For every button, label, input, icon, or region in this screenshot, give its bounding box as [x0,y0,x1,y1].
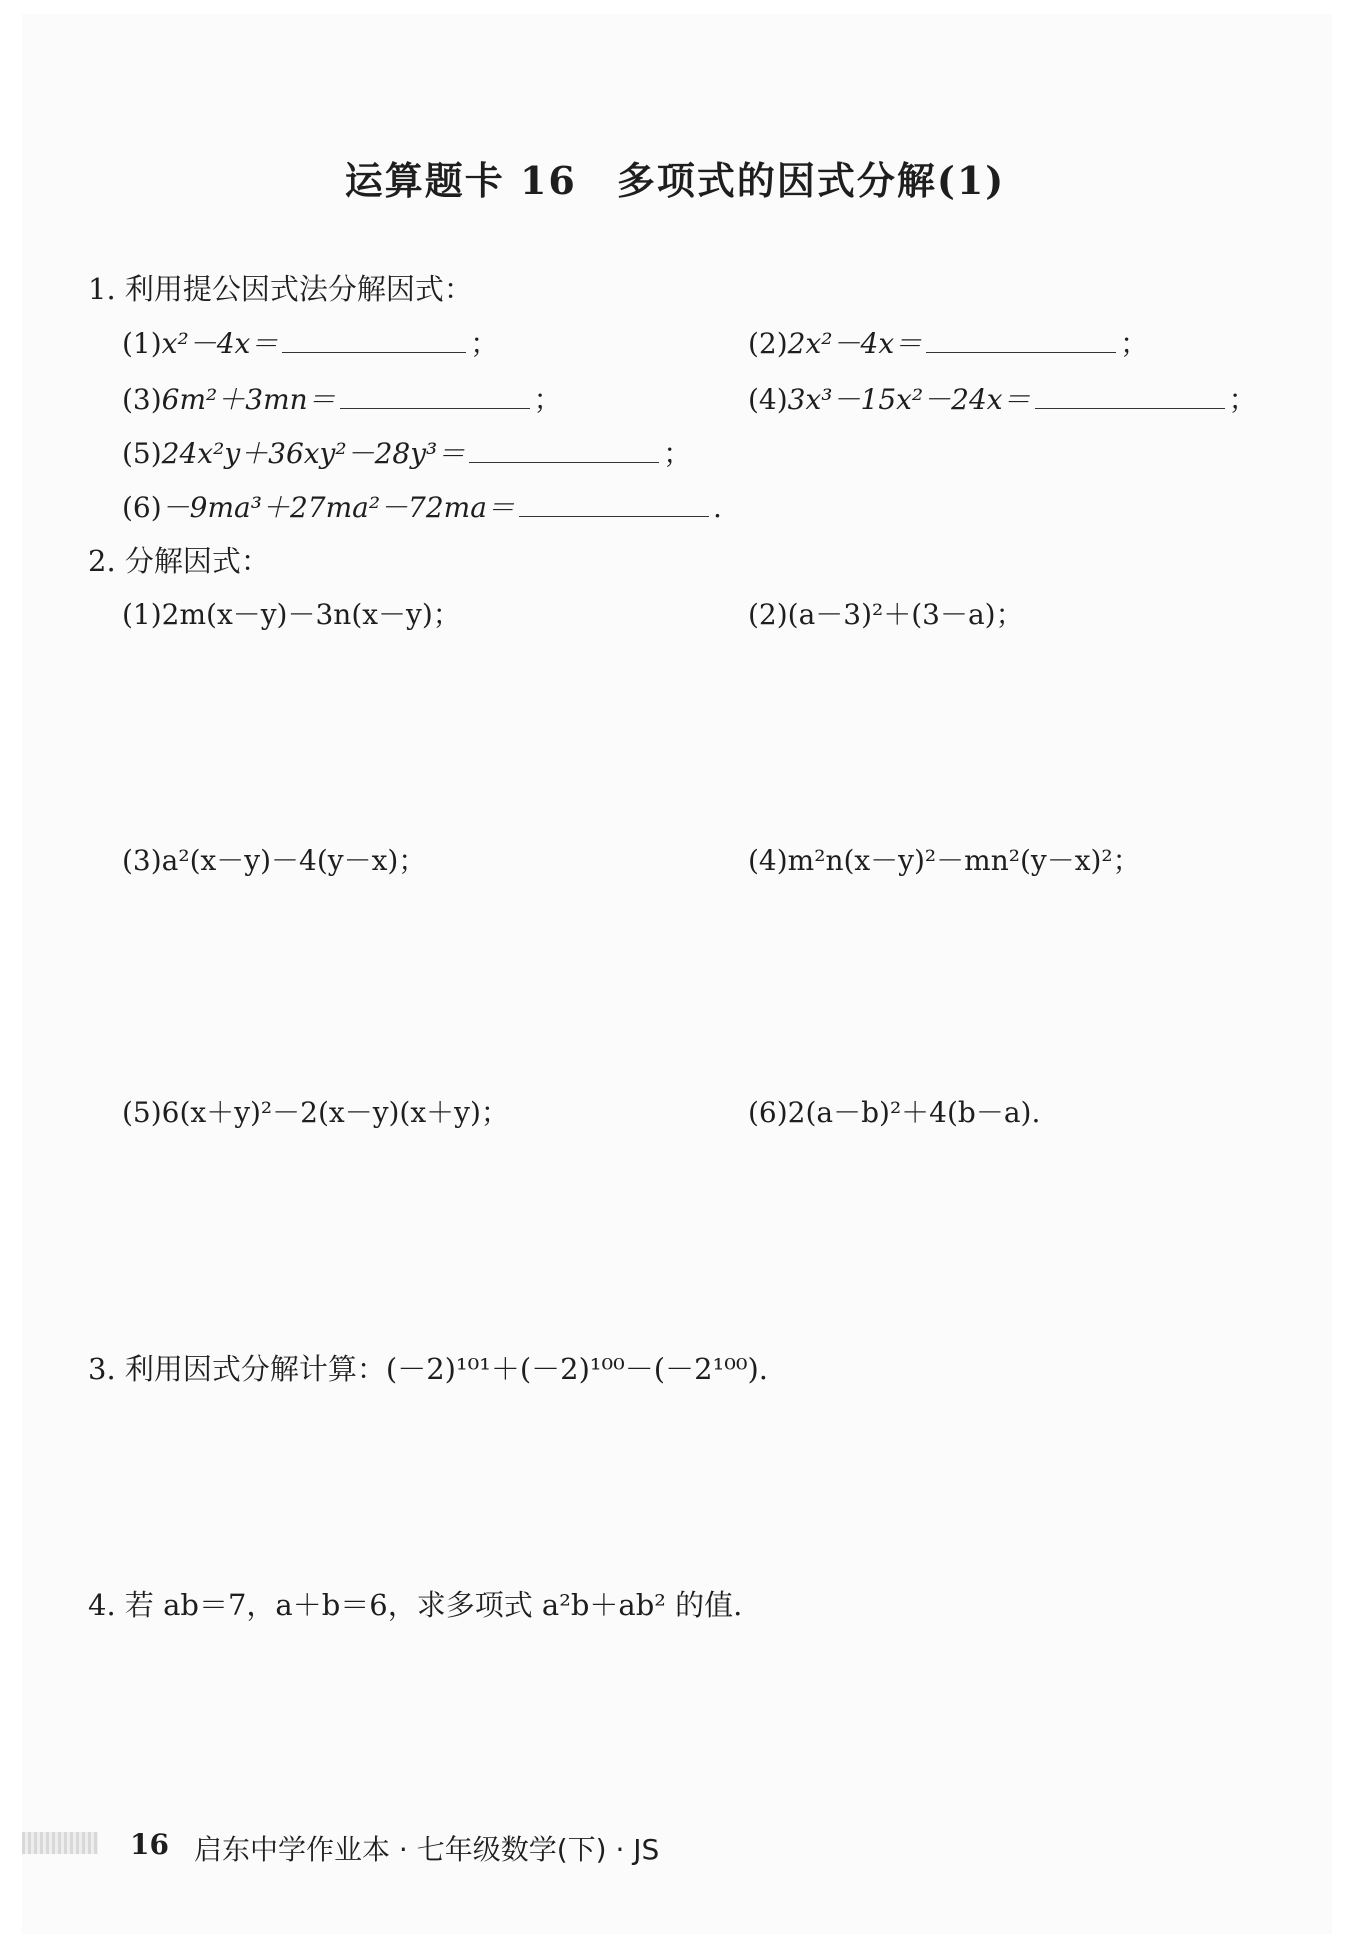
q1-item-5 [122,436,691,471]
book-title: 启东中学作业本 · 七年级数学(下) · JS [194,1833,660,1866]
q1-item-5-label: (5) [122,437,162,470]
q1-item-5-end: ； [663,437,692,470]
question-1-heading: 1. 利用提公因式法分解因式： [88,272,473,306]
q1-item-2-end: ； [1120,327,1149,360]
q2-item-1: (1)2m(x－y)－3n(x－y)； [122,598,461,631]
q1-item-3-expr: 6m²＋3mn＝ [161,383,336,416]
q2-item-4: (4)m²n(x－y)²－mn²(y－x)²； [748,844,1141,877]
question-4: 4. 若 ab＝7，a＋b＝6，求多项式 a²b＋ab² 的值. [88,1588,743,1622]
answer-blank-5[interactable] [469,436,659,463]
answer-blank-1[interactable] [282,326,466,353]
q2-item-3: (3)a²(x－y)－4(y－x)； [122,844,427,877]
q1-item-2-label: (2) [748,327,788,360]
page-number: 16 [130,1828,169,1861]
q2-item-2: (2)(a－3)²＋(3－a)； [748,598,1024,631]
q1-item-1 [122,326,498,361]
q1-item-6-end: . [712,491,722,524]
answer-blank-6[interactable] [519,490,709,517]
question-3: 3. 利用因式分解计算：(－2)¹⁰¹＋(－2)¹⁰⁰－(－2¹⁰⁰). [88,1352,768,1386]
q1-item-4 [748,382,1257,417]
q1-item-3-end: ； [533,383,562,416]
footer-decoration [22,1832,98,1854]
q1-item-1-label: (1) [122,327,162,360]
q1-item-6 [122,490,722,525]
page-title: 运算题卡 16 多项式的因式分解(1) [344,158,1006,203]
q2-item-6: (6)2(a－b)²＋4(b－a). [748,1096,1041,1129]
q1-item-2-expr: 2x²－4x＝ [787,327,923,360]
q1-item-2 [748,326,1148,361]
answer-blank-4[interactable] [1035,382,1225,409]
question-2-heading: 2. 分解因式： [88,544,270,578]
q1-item-6-expr: －9ma³＋27ma²－72ma＝ [161,491,515,524]
q1-item-6-label: (6) [122,491,162,524]
answer-blank-3[interactable] [340,382,530,409]
q1-item-5-expr: 24x²y＋36xy²－28y³＝ [161,437,466,470]
q1-item-4-end: ； [1228,383,1257,416]
q1-item-4-expr: 3x³－15x²－24x＝ [787,383,1031,416]
q1-item-4-label: (4) [748,383,788,416]
answer-blank-2[interactable] [926,326,1116,353]
q1-item-1-expr: x²－4x＝ [161,327,279,360]
q2-item-5: (5)6(x＋y)²－2(x－y)(x＋y)； [122,1096,509,1129]
q1-item-3-label: (3) [122,383,162,416]
q1-item-3 [122,382,562,417]
q1-item-1-end: ； [470,327,499,360]
